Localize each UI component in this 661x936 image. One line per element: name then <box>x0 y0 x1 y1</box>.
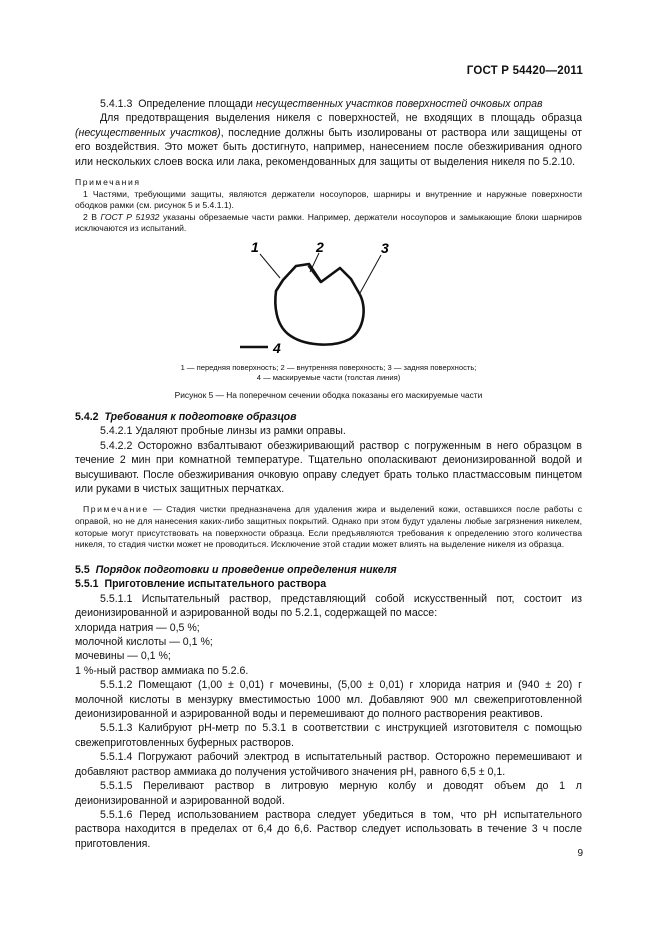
list-item: молочной кислоты — 0,1 %; <box>75 636 213 649</box>
heading-5-5-1 <box>75 577 582 591</box>
note-2-text-b: указаны обрезаемые части рамки. Например, держатели носоупоров и замыкающие блоки шарниров исключаются из испытаний. <box>75 211 582 234</box>
note-2-italic: ГОСТ Р 51932 <box>100 211 160 222</box>
label-1: 1 <box>251 239 259 255</box>
paragraph-5-5-1-6: 5.5.1.6 Перед использованием раствора следует убедиться в том, что рН испытательного раствора находится в пределах от 6,4 до 6,6. Раствор следует использовать в течение 3 ч после приготовления. <box>75 808 582 850</box>
heading-italic: несущественных участков поверхностей очковых оправ <box>255 98 543 110</box>
heading-5-4-1-3 <box>75 97 582 111</box>
notes-title-text: Примечания <box>75 177 141 188</box>
para-italic: (несущественных участков) <box>75 126 221 139</box>
leader-line-3 <box>360 255 381 293</box>
para-text-a: Для предотвращения выделения никеля с поверхностей, не входящих в площадь образца <box>100 112 582 125</box>
paragraph-5-5-1-5: 5.5.1.5 Переливают раствор в литровую мерную колбу и доводят объем до 1 л деионизированной и аэрированной водой. <box>75 780 582 807</box>
list-item: мочевины — 0,1 %; <box>75 650 171 663</box>
document-id-header: ГОСТ Р 54420—2011 <box>466 65 583 77</box>
subheading-text: Приготовление испытательного раствора <box>104 578 327 591</box>
section-5-4-2 <box>75 410 582 551</box>
note-cleaning <box>75 504 582 550</box>
figure-5 <box>75 236 582 401</box>
section-5-4-1-3 <box>75 97 582 235</box>
figure-legend-line-2: 4 — маскируемые части (толстая линия) <box>256 373 401 382</box>
paragraph-5-5-1-2: 5.5.1.2 Помещают (1,00 ± 0,01) г мочевины, (5,00 ± 0,01) г хлорида натрия и (940 ± 20) г молочной кислоты в мензурку вместимостью 1000 мл. Добавляют 900 мл свежеприготовленной деионизированной и аэрированной воды и перемешивают до полного растворения реактивов. <box>75 679 582 721</box>
subheading-number: 5.5.1 <box>75 578 99 591</box>
heading-number: 5.4.2 <box>75 411 99 423</box>
page-number: 9 <box>577 848 583 859</box>
note-2-text-a: 2 В <box>83 211 101 222</box>
para-text-b: , последние должны быть изолированы от раствора или защищены от его воздействия. Это может быть достигнуто, например, нанесением после обезжиривания одного или нескольких слоев воска или лака, рекомендованных для защиты от выделения никеля по 5.2.10. <box>75 126 582 168</box>
rim-cross-section <box>275 264 363 345</box>
heading-text: Порядок подготовки и проведение определения никеля <box>95 564 397 576</box>
leader-line-1 <box>260 254 280 278</box>
paragraph-5-5-1-1: 5.5.1.1 Испытательный раствор, представляющий собой искусственный пот, состоит из деионизированной и аэрированной воды по 5.2.1, содержащей по массе: <box>75 592 582 620</box>
list-item: хлорида натрия — 0,5 %; <box>75 621 200 634</box>
label-4: 4 <box>273 340 281 354</box>
figure-legend-line-1: 1 — передняя поверхность; 2 — внутренняя поверхность; 3 — задняя поверхность; <box>180 363 477 372</box>
paragraph-5-5-1-3: 5.5.1.3 Калибруют рН-метр по 5.3.1 в соответствии с инструкцией изготовителя с помощью свежеприготовленных буферных растворов. <box>75 722 582 749</box>
note-2 <box>75 212 582 235</box>
heading-number: 5.5 <box>75 564 90 576</box>
note-1: 1 Частями, требующими защиты, являются держатели носоупоров, шарниры и внутренние и наружные поверхности ободков рамки (см. рисунок 5 и 5.4.1.1). <box>75 188 582 211</box>
label-3: 3 <box>381 240 389 256</box>
note-text: — Стадия чистки предназначена для удаления жира и выделений кожи, оставшихся после работы с оправой, но не для нанесения каких-либо защитных покрытий. Однако при этом будут удалены любые загрязнения никелем, которые могут присутствовать на поверхности образца. Если предъявляются требования к определению этого количества никеля, то стадия чистки может не проводиться. Исключение этой стадии может влиять на выделение никеля из образца. <box>75 504 582 550</box>
list-item: 1 %-ный раствор аммиака по 5.2.6. <box>75 664 249 677</box>
note-title: Примечание <box>83 504 149 515</box>
figure-caption: Рисунок 5 — На поперечном сечении ободка показаны его маскируемые части <box>174 390 483 400</box>
paragraph-5-5-1-4: 5.5.1.4 Погружают рабочий электрод в испытательный раствор. Осторожно перемешивают и добавляют раствор аммиака до получения устойчивого значения рН, равного 6,5 ± 0,1. <box>75 751 582 778</box>
section-5-5 <box>75 563 582 851</box>
heading-text: Требования к подготовке образцов <box>104 411 297 423</box>
label-2: 2 <box>316 239 324 255</box>
heading-5-5 <box>75 563 582 577</box>
paragraph-5-4-2-1: 5.4.2.1 Удаляют пробные линзы из рамки оправы. <box>100 425 346 438</box>
paragraph-5-4-2-2: 5.4.2.2 Осторожно взбалтывают обезжиривающий раствор с погруженным в него образцом в течение 2 мин при комнатной температуре. Тщательно ополаскивают деионизированной водой и высушивают. После обезжиривания очковую оправу следует брать только пластмассовым пинцетом или руками в чистых защитных перчатках. <box>75 439 582 496</box>
heading-number: 5.4.1.3 <box>100 98 133 110</box>
notes-title <box>75 177 582 189</box>
leader-line-2 <box>310 253 319 272</box>
paragraph-protection <box>75 111 582 169</box>
heading-text: Определение площади <box>138 98 256 110</box>
heading-5-4-2 <box>75 410 582 424</box>
figure-5-diagram <box>75 236 582 354</box>
